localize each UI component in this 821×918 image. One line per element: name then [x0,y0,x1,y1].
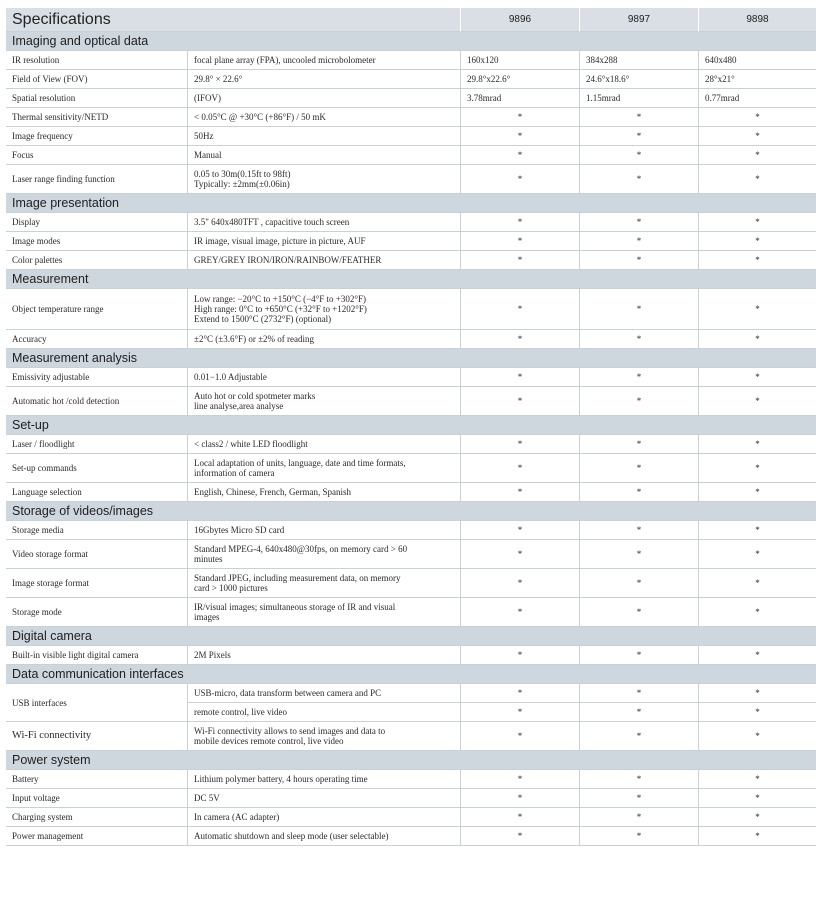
section-title: Image presentation [6,194,816,213]
model-value-1: * [460,213,579,232]
section-title: Power system [6,751,816,770]
model-value-2: * [579,521,698,540]
model-value-2: * [579,827,698,846]
spec-description-line: 2M Pixels [194,650,231,660]
table-row [6,598,816,627]
model-value-2: * [579,213,698,232]
spec-label: Thermal sensitivity/NETD [6,108,187,127]
model-value-1: * [460,454,579,483]
model-value-2: * [579,330,698,349]
model-value-2: * [579,770,698,789]
model-value-1: * [460,684,579,703]
table-row [6,108,816,127]
table-row [6,435,816,454]
table-row [6,289,816,330]
section-row [6,349,816,368]
model-value-2: * [579,435,698,454]
spec-description-line: (IFOV) [194,93,221,103]
model-value-3: * [698,598,816,627]
model-value-1: * [460,808,579,827]
spec-label: Storage media [6,521,187,540]
spec-description-line: minutes [194,554,223,564]
model-value-2: * [579,483,698,502]
spec-description-line: USB-micro, data transform between camera and PC [194,688,382,698]
model-value-2: * [579,808,698,827]
model-value-1: * [460,146,579,165]
spec-label: Accuracy [6,330,187,349]
section-row [6,32,816,51]
spec-label: Image frequency [6,127,187,146]
table-row [6,569,816,598]
spec-description-line: information of camera [194,468,275,478]
model-value-2: * [579,454,698,483]
model-value-3: * [698,770,816,789]
model-value-2: * [579,146,698,165]
spec-description-line: line analyse,area analyse [194,401,284,411]
model-value-3: * [698,289,816,330]
model-value-1: * [460,598,579,627]
model-value-2: * [579,387,698,416]
table-row [6,483,816,502]
model-value-1: * [460,165,579,194]
spec-description-line: IR image, visual image, picture in picture, AUF [194,236,366,246]
model-value-1: * [460,770,579,789]
spec-description [187,213,460,232]
spec-description-line: 3.5" 640x480TFT , capacitive touch screen [194,217,350,227]
table-row [6,387,816,416]
model-value-2: * [579,703,698,722]
table-row [6,213,816,232]
table-row [6,684,816,703]
model-value-3: * [698,165,816,194]
spec-description [187,127,460,146]
model-value-2: * [579,127,698,146]
spec-label: USB interfaces [6,684,187,722]
spec-label: Spatial resolution [6,89,187,108]
model-value-3: * [698,387,816,416]
model-value-2: * [579,165,698,194]
model-header-3: 9898 [698,8,816,32]
model-value-3: * [698,108,816,127]
model-value-3: * [698,330,816,349]
section-row [6,751,816,770]
spec-description [187,165,460,194]
model-value-3: * [698,454,816,483]
spec-description [187,521,460,540]
model-value-3: * [698,127,816,146]
spec-description [187,540,460,569]
model-value-2: * [579,722,698,751]
section-title: Storage of videos/images [6,502,816,521]
model-value-1: * [460,108,579,127]
table-row [6,454,816,483]
model-value-1: * [460,368,579,387]
spec-description [187,387,460,416]
model-value-1: * [460,289,579,330]
section-row [6,416,816,435]
spec-label: Field of View (FOV) [6,70,187,89]
model-value-3: * [698,722,816,751]
spec-description [187,51,460,70]
table-row [6,165,816,194]
spec-description [187,232,460,251]
model-value-1: * [460,827,579,846]
spec-label: Wi-Fi connectivity [6,722,187,751]
table-row [6,368,816,387]
model-value-3: * [698,213,816,232]
table-row [6,251,816,270]
model-value-2: 24.6°x18.6° [579,70,698,89]
spec-description-line: DC 5V [194,793,220,803]
model-value-2: * [579,569,698,598]
section-row [6,194,816,213]
table-row [6,540,816,569]
model-value-2: * [579,289,698,330]
table-row [6,827,816,846]
model-value-2: 1.15mrad [579,89,698,108]
spec-description-line: In camera (AC adapter) [194,812,280,822]
table-row [6,789,816,808]
spec-description-line: Typically: ±2mm(±0.06in) [194,179,290,189]
spec-description [187,454,460,483]
spec-description-line: Standard JPEG, including measurement data, on memory [194,573,401,583]
model-value-1: * [460,789,579,808]
spec-label: Power management [6,827,187,846]
spec-description-line: < 0.05°C @ +30°C (+86°F) / 50 mK [194,112,326,122]
table-row [6,646,816,665]
spec-description-line: GREY/GREY IRON/IRON/RAINBOW/FEATHER [194,255,382,265]
model-value-3: * [698,646,816,665]
table-row [6,127,816,146]
model-value-1: * [460,251,579,270]
spec-description [187,569,460,598]
spec-label: Video storage format [6,540,187,569]
section-title: Imaging and optical data [6,32,816,51]
spec-label: Charging system [6,808,187,827]
table-row [6,330,816,349]
spec-description-line: images [194,612,220,622]
spec-label: Automatic hot /cold detection [6,387,187,416]
spec-description [187,289,460,330]
spec-description [187,483,460,502]
model-value-3: * [698,703,816,722]
section-title: Set-up [6,416,816,435]
spec-label: Built-in visible light digital camera [6,646,187,665]
spec-description [187,789,460,808]
model-value-1: 3.78mrad [460,89,579,108]
spec-description-line: < class2 / white LED floodlight [194,439,308,449]
model-value-3: 640x480 [698,51,816,70]
spec-description [187,722,460,751]
spec-description-line: Auto hot or cold spotmeter marks [194,391,316,401]
spec-description-line: card > 1000 pictures [194,583,268,593]
model-value-3: * [698,684,816,703]
spec-description-line: Automatic shutdown and sleep mode (user selectable) [194,831,389,841]
model-value-1: * [460,127,579,146]
spec-description-line: 0.05 to 30m(0.15ft to 98ft) [194,169,291,179]
model-value-3: * [698,251,816,270]
specifications-table [6,8,816,846]
model-header-1: 9896 [460,8,579,32]
spec-label: Battery [6,770,187,789]
spec-description-line: High range: 0°C to +650°C (+32°F to +1202°F) [194,304,367,314]
table-row [6,70,816,89]
spec-description [187,684,460,703]
model-value-1: 29.8°x22.6° [460,70,579,89]
spec-description-line: Local adaptation of units, language, date and time formats, [194,458,406,468]
spec-description [187,598,460,627]
spec-label: Set-up commands [6,454,187,483]
model-value-3: * [698,368,816,387]
table-row [6,146,816,165]
spec-description-line: 0.01−1.0 Adjustable [194,372,267,382]
spec-description [187,827,460,846]
table-header-row [6,8,816,32]
spec-label: Object temperature range [6,289,187,330]
model-value-2: * [579,540,698,569]
spec-description [187,89,460,108]
spec-description-line: remote control, live video [194,707,287,717]
section-title: Measurement [6,270,816,289]
section-title: Digital camera [6,627,816,646]
section-title: Data communication interfaces [6,665,816,684]
model-value-2: * [579,251,698,270]
spec-description [187,770,460,789]
section-title: Measurement analysis [6,349,816,368]
spec-label: Color palettes [6,251,187,270]
model-value-3: 0.77mrad [698,89,816,108]
spec-description [187,646,460,665]
spec-description-line: IR/visual images; simultaneous storage of IR and visual [194,602,396,612]
spec-description-line: Lithium polymer battery, 4 hours operating time [194,774,368,784]
table-row [6,808,816,827]
spec-description [187,70,460,89]
spec-description-line: Low range: −20°C to +150°C (−4°F to +302°F) [194,294,366,304]
model-value-3: * [698,521,816,540]
model-header-2: 9897 [579,8,698,32]
spec-description-line: ±2°C (±3.6°F) or ±2% of reading [194,334,314,344]
section-row [6,502,816,521]
model-value-1: * [460,703,579,722]
model-value-3: * [698,808,816,827]
table-row [6,722,816,751]
model-value-2: * [579,789,698,808]
model-value-1: * [460,330,579,349]
table-row [6,770,816,789]
model-value-3: * [698,435,816,454]
spec-description-line: 29.8° × 22.6° [194,74,243,84]
spec-description [187,146,460,165]
table-row [6,89,816,108]
spec-description-line: 16Gbytes Micro SD card [194,525,285,535]
spec-label: Storage mode [6,598,187,627]
spec-description [187,330,460,349]
model-value-2: * [579,108,698,127]
spec-description-line: 50Hz [194,131,214,141]
table-row [6,521,816,540]
model-value-1: * [460,483,579,502]
spec-label: Input voltage [6,789,187,808]
model-value-1: * [460,540,579,569]
spec-label: Laser / floodlight [6,435,187,454]
model-value-1: * [460,387,579,416]
spec-description [187,368,460,387]
section-row [6,270,816,289]
model-value-3: * [698,146,816,165]
model-value-1: * [460,569,579,598]
spec-description-line: focal plane array (FPA), uncooled microbolometer [194,55,376,65]
spec-label: IR resolution [6,51,187,70]
spec-description [187,435,460,454]
model-value-3: * [698,540,816,569]
table-row [6,51,816,70]
table-title: Specifications [6,8,460,32]
model-value-1: 160x120 [460,51,579,70]
section-row [6,665,816,684]
model-value-1: * [460,722,579,751]
spec-description [187,808,460,827]
model-value-2: * [579,646,698,665]
model-value-2: 384x288 [579,51,698,70]
model-value-3: * [698,789,816,808]
table-row [6,232,816,251]
spec-description-line: Manual [194,150,222,160]
model-value-2: * [579,232,698,251]
model-value-1: * [460,646,579,665]
spec-label: Emissivity adjustable [6,368,187,387]
model-value-1: * [460,435,579,454]
model-value-2: * [579,368,698,387]
spec-label: Display [6,213,187,232]
spec-label: Focus [6,146,187,165]
model-value-3: * [698,827,816,846]
model-value-2: * [579,684,698,703]
spec-label: Language selection [6,483,187,502]
spec-label: Image modes [6,232,187,251]
model-value-3: * [698,569,816,598]
spec-description [187,251,460,270]
spec-description [187,703,460,722]
spec-description-line: English, Chinese, French, German, Spanish [194,487,351,497]
spec-label: Laser range finding function [6,165,187,194]
model-value-2: * [579,598,698,627]
section-row [6,627,816,646]
model-value-1: * [460,232,579,251]
spec-description-line: Standard MPEG-4, 640x480@30fps, on memory card > 60 [194,544,408,554]
spec-description-line: Extend to 1500°C (2732°F) (optional) [194,314,332,324]
model-value-3: * [698,483,816,502]
spec-description [187,108,460,127]
spec-description-line: mobile devices remote control, live video [194,736,344,746]
spec-description-line: Wi-Fi connectivity allows to send images and data to [194,726,386,736]
model-value-3: 28°x21° [698,70,816,89]
model-value-3: * [698,232,816,251]
spec-label: Image storage format [6,569,187,598]
model-value-1: * [460,521,579,540]
